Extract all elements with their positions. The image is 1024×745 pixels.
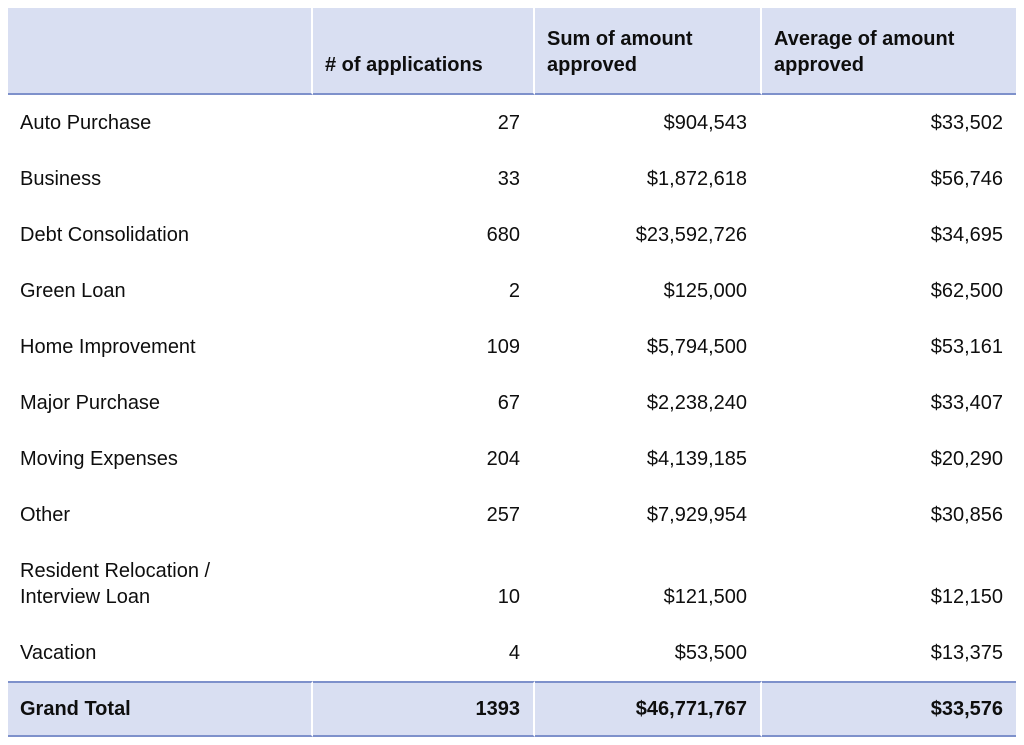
row-label-cell: Resident Relocation / Interview Loan [8, 543, 313, 625]
table-body [8, 95, 1016, 681]
column-header-applications: # of applications [313, 8, 535, 95]
sum-approved-cell: $7,929,954 [535, 487, 762, 543]
applications-cell: 2 [313, 263, 535, 319]
sum-approved-cell: $121,500 [535, 543, 762, 625]
table-row [8, 375, 1016, 431]
sum-approved-cell: $53,500 [535, 625, 762, 681]
grand-total-label-cell: Grand Total [8, 681, 313, 737]
average-approved-cell: $56,746 [762, 151, 1016, 207]
column-header-row-label [8, 8, 313, 95]
table-row [8, 543, 1016, 625]
row-label-cell: Vacation [8, 625, 313, 681]
sum-approved-cell: $125,000 [535, 263, 762, 319]
applications-cell: 10 [313, 543, 535, 625]
table-row [8, 431, 1016, 487]
row-label-cell: Moving Expenses [8, 431, 313, 487]
applications-cell: 4 [313, 625, 535, 681]
table-row [8, 625, 1016, 681]
applications-cell: 680 [313, 207, 535, 263]
applications-cell: 67 [313, 375, 535, 431]
table-row [8, 487, 1016, 543]
pivot-table [8, 8, 1016, 737]
average-approved-cell: $30,856 [762, 487, 1016, 543]
row-label-cell: Business [8, 151, 313, 207]
sum-approved-cell: $4,139,185 [535, 431, 762, 487]
table-row [8, 151, 1016, 207]
grand-total-applications-cell: 1393 [313, 681, 535, 737]
row-label-cell: Debt Consolidation [8, 207, 313, 263]
average-approved-cell: $13,375 [762, 625, 1016, 681]
applications-cell: 33 [313, 151, 535, 207]
row-label-cell: Major Purchase [8, 375, 313, 431]
sum-approved-cell: $5,794,500 [535, 319, 762, 375]
table-row [8, 95, 1016, 151]
average-approved-cell: $53,161 [762, 319, 1016, 375]
sum-approved-cell: $23,592,726 [535, 207, 762, 263]
column-header-average-approved: Average of amount approved [762, 8, 1016, 95]
sum-approved-cell: $1,872,618 [535, 151, 762, 207]
table-row [8, 319, 1016, 375]
average-approved-cell: $34,695 [762, 207, 1016, 263]
row-label-cell: Auto Purchase [8, 95, 313, 151]
column-header-sum-approved: Sum of amount approved [535, 8, 762, 95]
average-approved-cell: $12,150 [762, 543, 1016, 625]
header-row [8, 8, 1016, 95]
table-row [8, 263, 1016, 319]
grand-total-sum-cell: $46,771,767 [535, 681, 762, 737]
grand-total-average-cell: $33,576 [762, 681, 1016, 737]
row-label-cell: Green Loan [8, 263, 313, 319]
table-row [8, 207, 1016, 263]
applications-cell: 204 [313, 431, 535, 487]
sum-approved-cell: $904,543 [535, 95, 762, 151]
average-approved-cell: $62,500 [762, 263, 1016, 319]
average-approved-cell: $33,407 [762, 375, 1016, 431]
average-approved-cell: $33,502 [762, 95, 1016, 151]
row-label-cell: Other [8, 487, 313, 543]
applications-cell: 27 [313, 95, 535, 151]
row-label-cell: Home Improvement [8, 319, 313, 375]
sum-approved-cell: $2,238,240 [535, 375, 762, 431]
grand-total-row [8, 681, 1016, 737]
average-approved-cell: $20,290 [762, 431, 1016, 487]
applications-cell: 257 [313, 487, 535, 543]
applications-cell: 109 [313, 319, 535, 375]
